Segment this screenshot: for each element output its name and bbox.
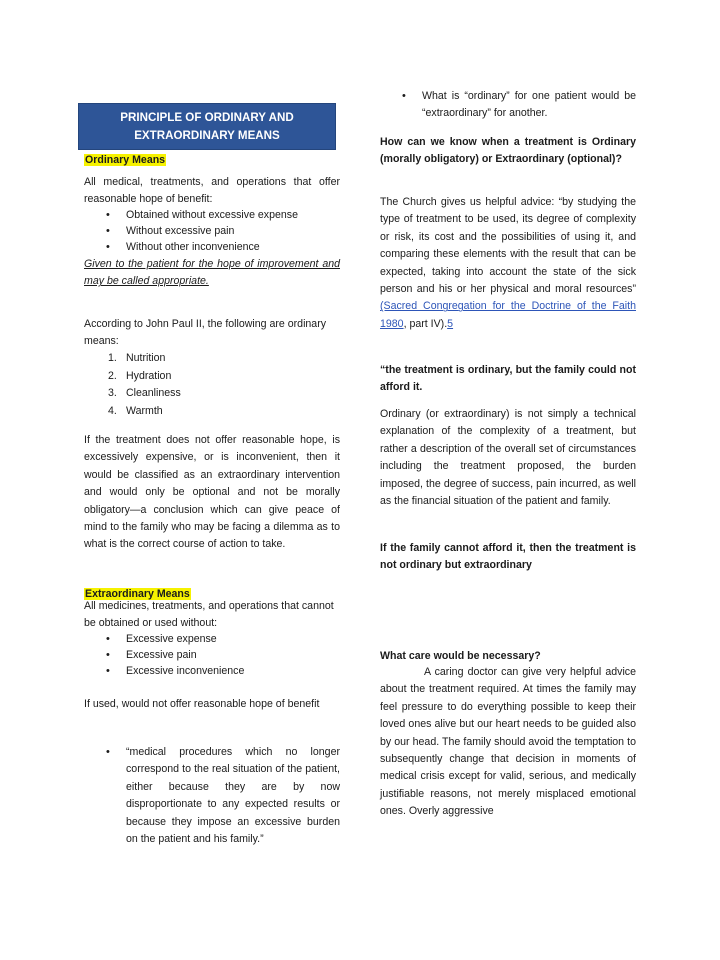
ordinary-means-numbered-list: [84, 350, 340, 420]
quote-list-item: • “medical procedures which no longer correspond to the real situation of the patient, either because they are by now disproportionate to any expected results or because they impose an excessive burden on the patient and his family.”: [84, 744, 340, 848]
list-item: [84, 350, 340, 368]
care-paragraph: A caring doctor can give very helpful advice about the treatment required. At times the family may feel pressure to do everything possible to keep their loved ones alive but our heart needs to be guided also by our head. The family should avoid the temptation to subsequently change that decision in moments of medical crisis except for valid, serious, and medically justifiable reasons, not merely misplaced emotional ones. Overly aggressive: [380, 666, 636, 818]
list-text: Cleanliness: [126, 387, 181, 400]
care-heading: What care would be necessary?: [380, 650, 541, 662]
extraordinary-means-list: [84, 631, 340, 680]
list-number: 1.: [108, 352, 117, 364]
list-text: Warmth: [126, 404, 163, 417]
list-item: • Excessive pain: [84, 647, 340, 663]
list-item: • Excessive inconvenience: [84, 663, 340, 679]
section-title-line2: EXTRAORDINARY MEANS: [134, 128, 280, 142]
ordinary-means-note: Given to the patient for the hope of improvement and may be called appropriate.: [84, 258, 340, 288]
ordinary-means-heading: Ordinary Means: [85, 154, 166, 166]
extraordinary-means-heading: Extraordinary Means: [85, 588, 190, 600]
extraordinary-means-intro: All medicines, treatments, and operations that cannot be obtained or used without:: [84, 600, 334, 630]
section-title-box: [78, 103, 336, 150]
footnote-link[interactable]: 5: [447, 317, 454, 330]
church-advice-paragraph: [380, 194, 636, 333]
list-number: 2.: [108, 369, 117, 382]
list-number: 4.: [108, 404, 117, 417]
ordinary-means-intro: All medical, treatments, and operations that offer reasonable hope of benefit:: [84, 176, 340, 206]
church-advice-tail: , part IV).: [403, 317, 448, 330]
cannot-afford-quote: “the treatment is ordinary, but the family could not afford it.: [380, 364, 636, 394]
cannot-afford-statement: If the family cannot afford it, then the treatment is not ordinary but extraordinary: [380, 542, 636, 572]
ordinary-means-heading-wrap: [84, 150, 166, 168]
list-number: 3.: [108, 387, 117, 400]
right-top-list: [380, 88, 636, 123]
list-item: • Without excessive pain: [84, 223, 340, 239]
list-item: [84, 403, 340, 421]
quote-list: [84, 744, 340, 848]
list-item: • Excessive expense: [84, 631, 340, 647]
ordinary-means-list: [84, 207, 340, 256]
list-item: • Without other inconvenience: [84, 239, 340, 255]
ordinary-explanation-paragraph: Ordinary (or extraordinary) is not simply a technical explanation of the complexity of a treatment, but rather a description of the overall set of circumstances including the treatment proposed, the burden imposed, the degree of success, pain incurred, as well as the financial situation of the patient and family.: [380, 408, 636, 508]
list-item: [84, 385, 340, 403]
list-text: Nutrition: [126, 352, 166, 364]
sacred-congregation-link[interactable]: (Sacred Congregation for the Doctrine of the Faith 1980: [380, 300, 636, 330]
if-used-paragraph: If used, would not offer reasonable hope of benefit: [84, 698, 320, 710]
extraordinary-explanation-paragraph: If the treatment does not offer reasonable hope, is excessively expensive, or is inconvenient, then it would be classified as an extraordinary intervention and would only be optional and not be morally obligatory—a conclusion which can give peace of mind to the family who may be facing a dilemma as to what is the correct course of action to take.: [84, 434, 340, 551]
list-item: [84, 368, 340, 386]
john-paul-intro: According to John Paul II, the following are ordinary means:: [84, 318, 327, 348]
ordinary-vs-extraordinary-question: How can we know when a treatment is Ordinary (morally obligatory) or Extraordinary (optional)?: [380, 136, 636, 166]
list-text: Hydration: [126, 369, 172, 382]
church-advice-text: The Church gives us helpful advice: “by studying the type of treatment to be used, its degree of complexity or risk, its cost and the possibilities of using it, and comparing these elements with the result that can be expected, taking into account the state of the sick person and his or her physical and moral resources”: [380, 196, 636, 296]
list-item: • Obtained without excessive expense: [84, 207, 340, 223]
section-title-line1: PRINCIPLE OF ORDINARY AND: [120, 110, 294, 124]
list-item: • What is “ordinary” for one patient would be “extraordinary” for another.: [380, 88, 636, 123]
